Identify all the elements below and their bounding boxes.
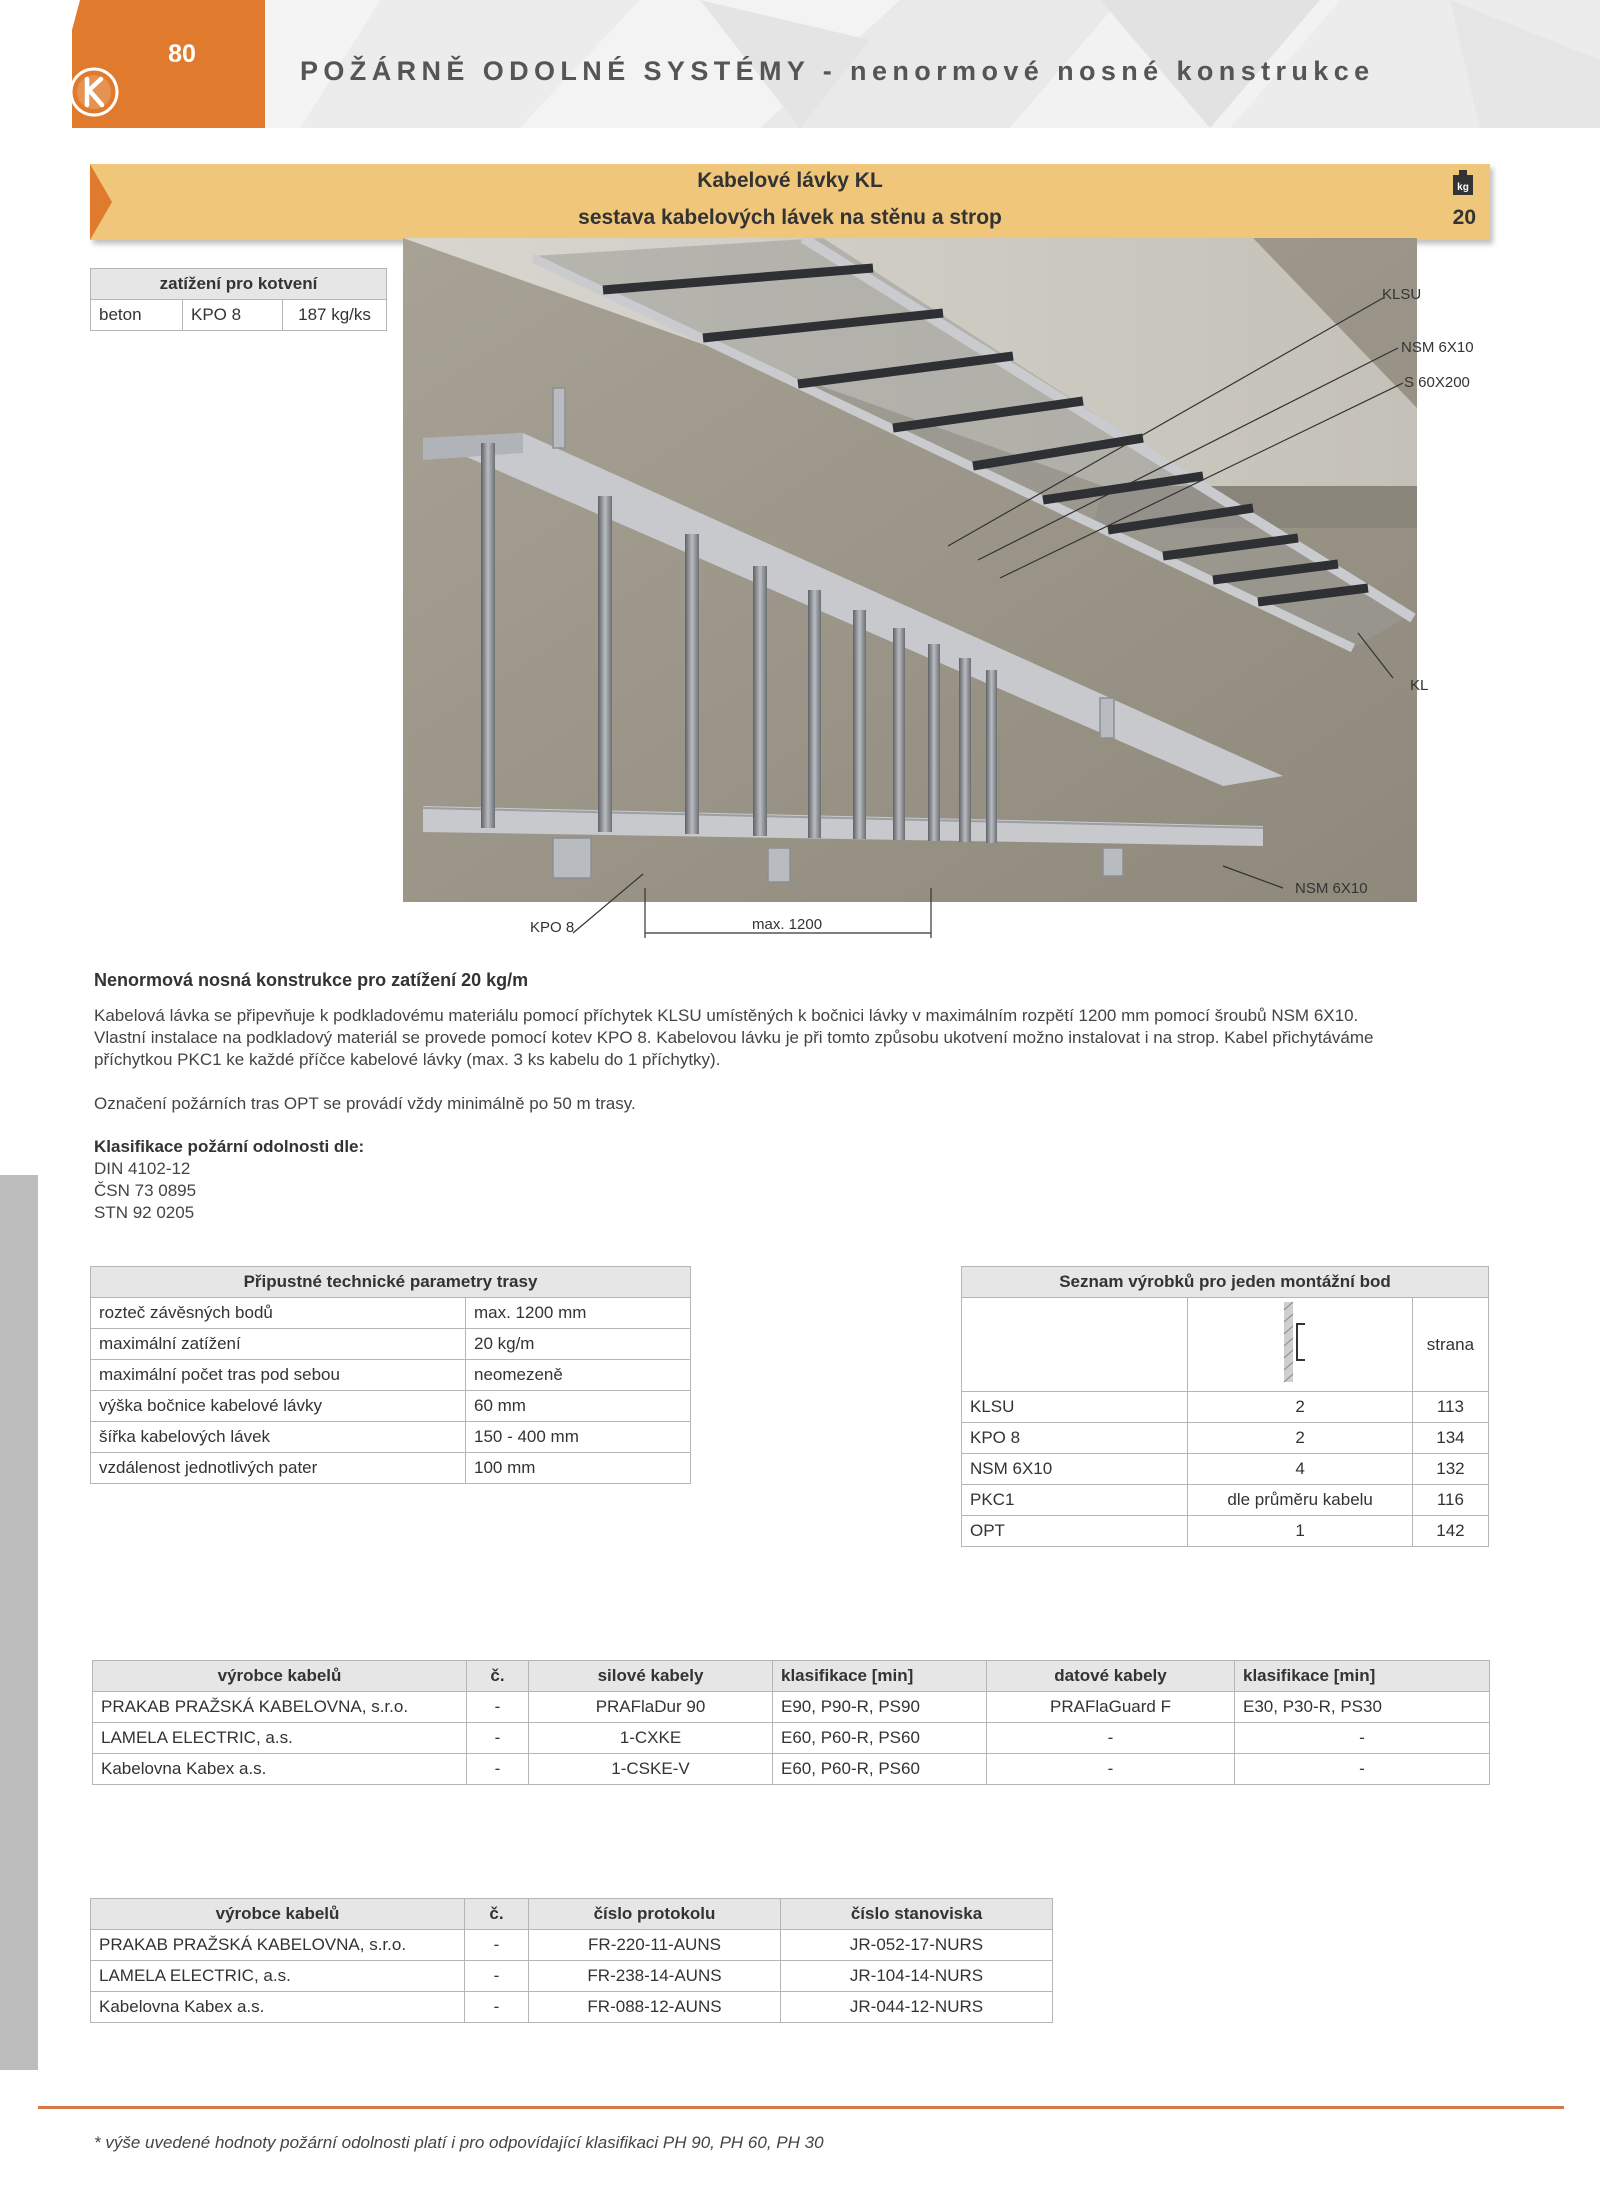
protocol-table <box>90 1898 1053 2023</box>
product-name: OPT <box>962 1516 1188 1547</box>
protocol-number: FR-088-12-AUNS <box>529 1992 781 2023</box>
table-row <box>91 1930 1053 1961</box>
anchor-table-header: zatížení pro kotvení <box>91 269 387 300</box>
param-value: 60 mm <box>466 1391 691 1422</box>
cable-manufacturer: Kabelovna Kabex a.s. <box>93 1754 467 1785</box>
cable-manufacturer: PRAKAB PRAŽSKÁ KABELOVNA, s.r.o. <box>91 1930 465 1961</box>
classification-standard: ČSN 73 0895 <box>94 1181 197 1200</box>
cable-no: - <box>465 1961 529 1992</box>
cables-classification-table <box>92 1660 1490 1785</box>
classification-standard: STN 92 0205 <box>94 1203 195 1222</box>
classification-heading: Klasifikace požární odolnosti dle: <box>94 1137 365 1156</box>
param-value: 100 mm <box>466 1453 691 1484</box>
data-cable: PRAFlaGuard F <box>987 1692 1235 1723</box>
product-page: 116 <box>1412 1485 1488 1516</box>
param-label: maximální počet tras pod sebou <box>91 1360 466 1391</box>
data-cable: - <box>987 1754 1235 1785</box>
technical-parameters-table <box>90 1266 691 1484</box>
table-row <box>962 1516 1489 1547</box>
table-row <box>93 1692 1490 1723</box>
power-classification: E90, P90-R, PS90 <box>773 1692 987 1723</box>
product-name: PKC1 <box>962 1485 1188 1516</box>
anchor-material: beton <box>91 300 183 331</box>
power-cable: 1-CSKE-V <box>529 1754 773 1785</box>
product-page: 132 <box>1412 1454 1488 1485</box>
data-classification: - <box>1235 1723 1490 1754</box>
param-label: vzdálenost jednotlivých pater <box>91 1453 466 1484</box>
product-qty: 4 <box>1188 1454 1412 1485</box>
param-value: max. 1200 mm <box>466 1298 691 1329</box>
param-label: šířka kabelových lávek <box>91 1422 466 1453</box>
classification-standard: DIN 4102-12 <box>94 1159 191 1178</box>
col-header: silové kabely <box>529 1661 773 1692</box>
power-classification: E60, P60-R, PS60 <box>773 1723 987 1754</box>
param-value: 20 kg/m <box>466 1329 691 1360</box>
table-row <box>962 1485 1489 1516</box>
table-header-row <box>93 1661 1490 1692</box>
description-heading: Nenormová nosná konstrukce pro zatížení 20 kg/m <box>94 970 529 990</box>
col-header: klasifikace [min] <box>773 1661 987 1692</box>
cable-manufacturer: PRAKAB PRAŽSKÁ KABELOVNA, s.r.o. <box>93 1692 467 1723</box>
table-row <box>91 1391 691 1422</box>
cable-no: - <box>467 1754 529 1785</box>
param-value: neomezeně <box>466 1360 691 1391</box>
data-cable: - <box>987 1723 1235 1754</box>
cable-manufacturer: LAMELA ELECTRIC, a.s. <box>93 1723 467 1754</box>
param-label: rozteč závěsných bodů <box>91 1298 466 1329</box>
table-row <box>91 1453 691 1484</box>
statement-number: JR-052-17-NURS <box>781 1930 1053 1961</box>
cable-manufacturer: LAMELA ELECTRIC, a.s. <box>91 1961 465 1992</box>
param-label: výška bočnice kabelové lávky <box>91 1391 466 1422</box>
callout-klsu: KLSU <box>1382 286 1422 303</box>
protocol-number: FR-220-11-AUNS <box>529 1930 781 1961</box>
product-name: KPO 8 <box>962 1423 1188 1454</box>
cable-no: - <box>467 1692 529 1723</box>
callout-kl: KL <box>1410 677 1429 694</box>
table-row <box>93 1754 1490 1785</box>
page-title: POŽÁRNĚ ODOLNÉ SYSTÉMY - nenormové nosné konstrukce <box>300 56 1375 86</box>
statement-number: JR-104-14-NURS <box>781 1961 1053 1992</box>
footnote: * výše uvedené hodnoty požární odolnosti platí i pro odpovídající klasifikaci PH 90, PH 60, PH 30 <box>94 2133 824 2152</box>
product-name: NSM 6X10 <box>962 1454 1188 1485</box>
weight-icon <box>1452 169 1474 196</box>
col-header: datové kabely <box>987 1661 1235 1692</box>
params-table-header: Připustné technické parametry trasy <box>91 1267 691 1298</box>
table-row <box>962 1454 1489 1485</box>
table-row <box>91 1329 691 1360</box>
description-line: Kabelová lávka se připevňuje k podkladovému materiálu pomocí příchytek KLSU umístěných k bočnici lávky v maximálním rozpětí 1200 mm pomocí šroubů NSM 6X10. <box>94 1006 1359 1025</box>
table-row <box>91 1298 691 1329</box>
power-cable: PRAFlaDur 90 <box>529 1692 773 1723</box>
product-page: 142 <box>1412 1516 1488 1547</box>
table-row <box>93 1723 1490 1754</box>
banner-assembly-name: sestava kabelových lávek na stěnu a strop <box>578 206 1002 229</box>
callout-s60x200: S 60X200 <box>1404 374 1470 391</box>
description-line: Vlastní instalace na podkladový materiál se provede pomocí kotev KPO 8. Kabelovou lávku je při tomto způsobu ukotvení možno instalovat i na strop. Kabel přichytáváme <box>94 1028 1374 1047</box>
col-header: klasifikace [min] <box>1235 1661 1490 1692</box>
cable-no: - <box>465 1992 529 2023</box>
power-cable: 1-CXKE <box>529 1723 773 1754</box>
callout-max-span: max. 1200 <box>752 916 823 933</box>
banner-product-name: Kabelové lávky KL <box>697 169 883 192</box>
cable-manufacturer: Kabelovna Kabex a.s. <box>91 1992 465 2023</box>
anchor-load-table <box>90 268 387 331</box>
table-row <box>962 1392 1489 1423</box>
protocol-number: FR-238-14-AUNS <box>529 1961 781 1992</box>
data-classification: - <box>1235 1754 1490 1785</box>
product-name: KLSU <box>962 1392 1188 1423</box>
banner-arrow-icon <box>90 164 112 240</box>
callout-nsm-bottom: NSM 6X10 <box>1295 880 1368 897</box>
table-row <box>91 1961 1053 1992</box>
section-banner <box>90 164 1490 240</box>
description-paragraph <box>94 1005 1494 1071</box>
products-page-col: strana <box>1412 1298 1488 1392</box>
col-header: číslo stanoviska <box>781 1899 1053 1930</box>
product-page: 134 <box>1412 1423 1488 1454</box>
opt-note: Označení požárních tras OPT se provádí vždy minimálně po 50 m trasy. <box>94 1094 636 1113</box>
footer-divider <box>38 2106 1564 2109</box>
table-row <box>91 300 387 331</box>
table-row <box>91 1360 691 1391</box>
products-per-mount-table <box>961 1266 1489 1547</box>
product-qty: 2 <box>1188 1392 1412 1423</box>
load-number: 20 <box>1452 206 1476 229</box>
table-header-row <box>91 1899 1053 1930</box>
cable-no: - <box>467 1723 529 1754</box>
table-row <box>91 1422 691 1453</box>
description-line: příchytkou PKC1 ke každé příčce kabelové lávky (max. 3 ks kabelu do 1 příchytky). <box>94 1050 721 1069</box>
product-page: 113 <box>1412 1392 1488 1423</box>
col-header: výrobce kabelů <box>91 1899 465 1930</box>
param-label: maximální zatížení <box>91 1329 466 1360</box>
product-qty: 2 <box>1188 1423 1412 1454</box>
anchor-load: 187 kg/ks <box>283 300 387 331</box>
col-header: č. <box>467 1661 529 1692</box>
callout-nsm-top: NSM 6X10 <box>1401 339 1474 356</box>
side-bar <box>0 1175 38 2070</box>
page-number: 80 <box>168 40 196 68</box>
weight-icon-label: kg <box>1457 182 1469 193</box>
wall-bracket-icon <box>1188 1298 1412 1392</box>
col-header: číslo protokolu <box>529 1899 781 1930</box>
product-qty: 1 <box>1188 1516 1412 1547</box>
col-header: výrobce kabelů <box>93 1661 467 1692</box>
col-header: č. <box>465 1899 529 1930</box>
anchor-type: KPO 8 <box>183 300 283 331</box>
products-table-header: Seznam výrobků pro jeden montážní bod <box>962 1267 1489 1298</box>
table-row <box>91 1992 1053 2023</box>
statement-number: JR-044-12-NURS <box>781 1992 1053 2023</box>
products-icon-row <box>962 1298 1489 1392</box>
cable-no: - <box>465 1930 529 1961</box>
product-qty: dle průměru kabelu <box>1188 1485 1412 1516</box>
power-classification: E60, P60-R, PS60 <box>773 1754 987 1785</box>
param-value: 150 - 400 mm <box>466 1422 691 1453</box>
company-logo <box>68 66 120 118</box>
data-classification: E30, P30-R, PS30 <box>1235 1692 1490 1723</box>
callout-kpo8: KPO 8 <box>530 919 575 936</box>
table-row <box>962 1423 1489 1454</box>
